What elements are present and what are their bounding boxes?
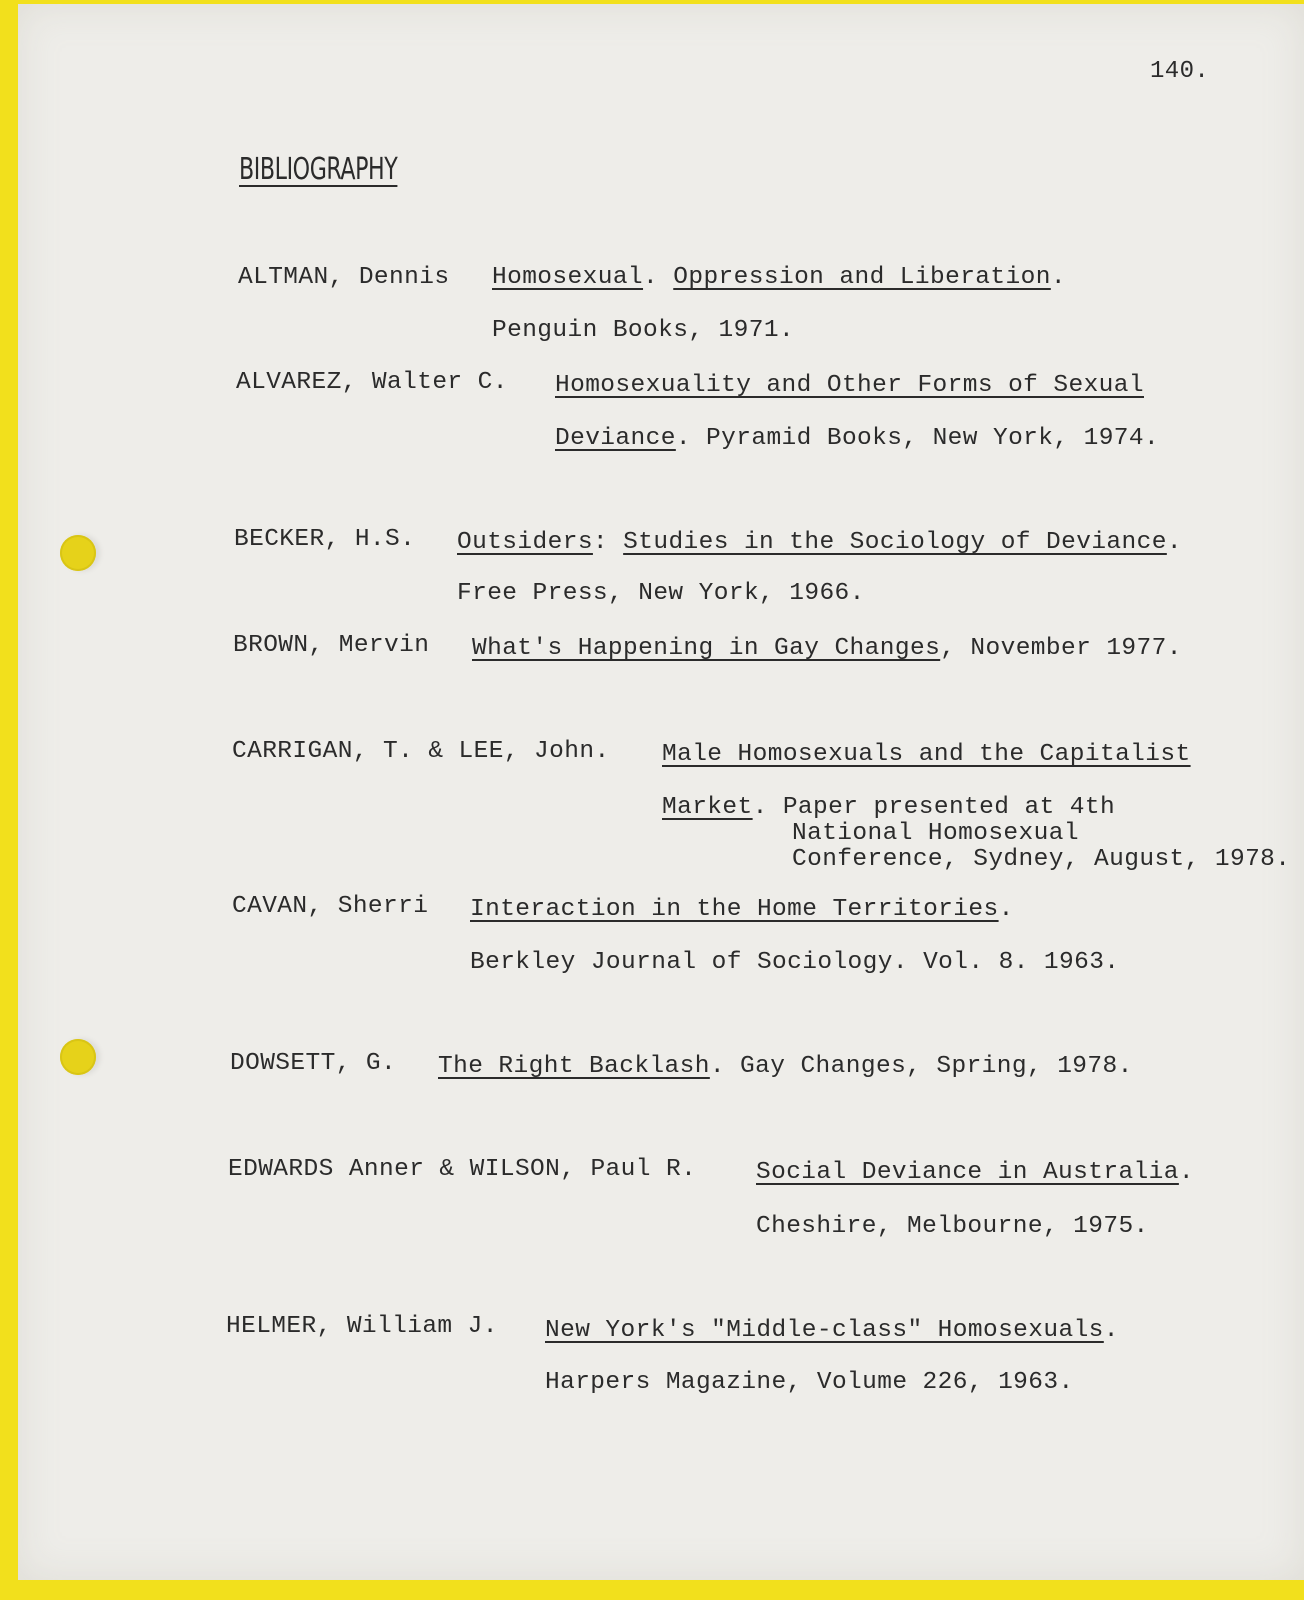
entry-title-part: Deviance (555, 425, 676, 452)
entry-author: CAVAN, Sherri (232, 893, 429, 920)
entry-title-part: Outsiders (457, 529, 593, 556)
entry-publisher: . Gay Changes, Spring, 1978. (709, 1053, 1133, 1080)
entry-title (756, 1159, 1194, 1187)
entry-publisher: Harpers Magazine, Volume 226, 1963. (545, 1369, 1074, 1396)
entry-end-punct: . (1050, 264, 1066, 291)
entry-title-part: Studies in the Sociology of Deviance (623, 529, 1167, 556)
entry-author: CARRIGAN, T. & LEE, John. (232, 738, 610, 765)
entry-end-punct: . (998, 896, 1014, 923)
entry-publisher: Berkley Journal of Sociology. Vol. 8. 1963. (470, 949, 1120, 976)
page-number: 140. (1150, 58, 1210, 85)
entry-publisher: Free Press, New York, 1966. (457, 580, 865, 607)
entry-publisher: Cheshire, Melbourne, 1975. (756, 1213, 1149, 1240)
binder-hole-bottom (60, 1039, 96, 1075)
entry-title (492, 264, 1066, 292)
entry-author: BROWN, Mervin (233, 632, 430, 659)
entry-title (545, 1317, 1119, 1345)
entry-author: EDWARDS Anner & WILSON, Paul R. (228, 1156, 697, 1183)
entry-author: ALTMAN, Dennis (238, 264, 450, 291)
entry-publisher: , November 1977. (940, 635, 1182, 662)
entry-title-part: What's Happening in Gay Changes (472, 635, 941, 662)
entry-title (470, 896, 1014, 924)
entry-title-part: Interaction in the Home Territories (470, 896, 999, 923)
entry-end-punct: . (1166, 529, 1182, 556)
entry-title-part: Social Deviance in Australia (756, 1159, 1179, 1186)
entry-title (472, 635, 1182, 663)
entry-title (457, 529, 1182, 557)
entry-title-part: The Right Backlash (438, 1053, 710, 1080)
entry-publisher: Penguin Books, 1971. (492, 317, 795, 344)
entry-title-part: Homosexual (492, 264, 644, 291)
entry-author: HELMER, William J. (226, 1313, 498, 1340)
entry-title-continued (662, 794, 1115, 822)
entry-title-part: Market (662, 794, 753, 821)
binder-hole-top (60, 535, 96, 571)
entry-title: Homosexuality and Other Forms of Sexual (555, 372, 1144, 399)
entry-end-punct: . (1103, 1317, 1119, 1344)
entry-author: DOWSETT, G. (230, 1050, 397, 1077)
entry-title (438, 1053, 1133, 1081)
entry-title: Male Homosexuals and the Capitalist (662, 741, 1191, 768)
entry-publisher: . Pyramid Books, New York, 1974. (675, 425, 1160, 452)
entry-publisher: . Paper presented at 4th (752, 794, 1116, 821)
entry-publisher: National Homosexual (792, 820, 1079, 847)
page-title: BIBLIOGRAPHY (239, 152, 398, 187)
entry-publisher: Conference, Sydney, August, 1978. (792, 846, 1291, 873)
entry-title-part: New York's "Middle-class" Homosexuals (545, 1317, 1104, 1344)
entry-title-continued (555, 425, 1159, 453)
entry-separator: . (643, 264, 674, 291)
entry-title-part: Oppression and Liberation (673, 264, 1051, 291)
entry-separator: : (592, 529, 624, 556)
entry-end-punct: . (1178, 1159, 1194, 1186)
entry-author: ALVAREZ, Walter C. (236, 369, 508, 396)
entry-author: BECKER, H.S. (234, 526, 416, 553)
